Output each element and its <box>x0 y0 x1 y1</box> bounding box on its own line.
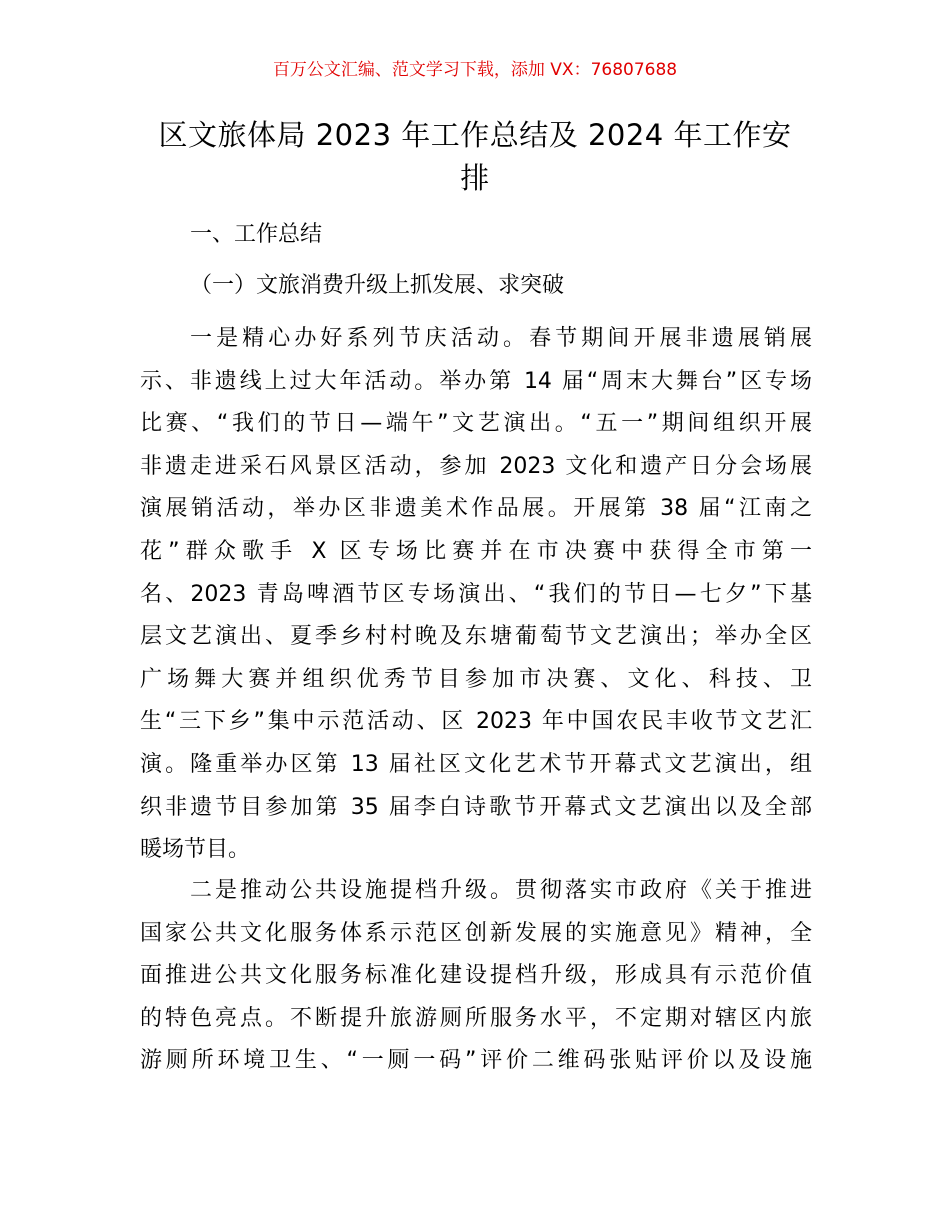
paragraph-line: 非遗走进采石风景区活动，参加 2023 文化和遗产日分会场展 <box>140 453 812 479</box>
paragraph-line: 演展销活动，举办区非遗美术作品展。开展第 38 届“江南之 <box>140 496 812 522</box>
document-title-line-2: 排 <box>460 161 490 195</box>
paragraph-line: 比赛、“我们的节日—端午”文艺演出。“五一”期间组织开展 <box>140 411 812 437</box>
header-banner: 百万公文汇编、范文学习下载，添加 VX：76807688 <box>272 60 678 80</box>
paragraph-line: 示、非遗线上过大年活动。举办第 14 届“周末大舞台”区专场 <box>140 368 812 394</box>
paragraph-line: 名、2023 青岛啤酒节区专场演出、“我们的节日—七夕”下基 <box>140 581 812 607</box>
paragraph-line: 国家公共文化服务体系示范区创新发展的实施意见》精神，全 <box>140 920 812 946</box>
paragraph-1 <box>140 318 812 872</box>
paragraph-line: 的特色亮点。不断提升旅游厕所服务水平，不定期对辖区内旅 <box>140 1005 812 1031</box>
paragraph-2 <box>140 870 812 1083</box>
paragraph-line: 广场舞大赛并组织优秀节目参加市决赛、文化、科技、卫 <box>140 666 812 692</box>
paragraph-line: 暖场节目。 <box>140 837 251 863</box>
paragraph-line: 花”群众歌手 X 区专场比赛并在市决赛中获得全市第一 <box>140 538 812 564</box>
paragraph-line: 织非遗节目参加第 35 届李白诗歌节开幕式文艺演出以及全部 <box>140 794 812 820</box>
section-heading: 一、工作总结 <box>190 222 323 247</box>
document-title-line-1: 区文旅体局 2023 年工作总结及 2024 年工作安 <box>158 118 792 152</box>
paragraph-line: 层文艺演出、夏季乡村村晚及东塘葡萄节文艺演出；举办全区 <box>140 624 812 650</box>
document-title <box>140 114 810 200</box>
paragraph-line: 生“三下乡”集中示范活动、区 2023 年中国农民丰收节文艺汇 <box>140 709 812 735</box>
paragraph-line: 游厕所环境卫生、“一厕一码”评价二维码张贴评价以及设施 <box>140 1048 812 1074</box>
section-subheading: （一）文旅消费升级上抓发展、求突破 <box>190 273 565 298</box>
paragraph-line: 一是精心办好系列节庆活动。春节期间开展非遗展销展 <box>190 326 812 351</box>
paragraph-line: 演。隆重举办区第 13 届社区文化艺术节开幕式文艺演出，组 <box>140 751 812 777</box>
paragraph-line: 面推进公共文化服务标准化建设提档升级，形成具有示范价值 <box>140 963 812 989</box>
paragraph-line: 二是推动公共设施提档升级。贯彻落实市政府《关于推进 <box>190 878 812 903</box>
